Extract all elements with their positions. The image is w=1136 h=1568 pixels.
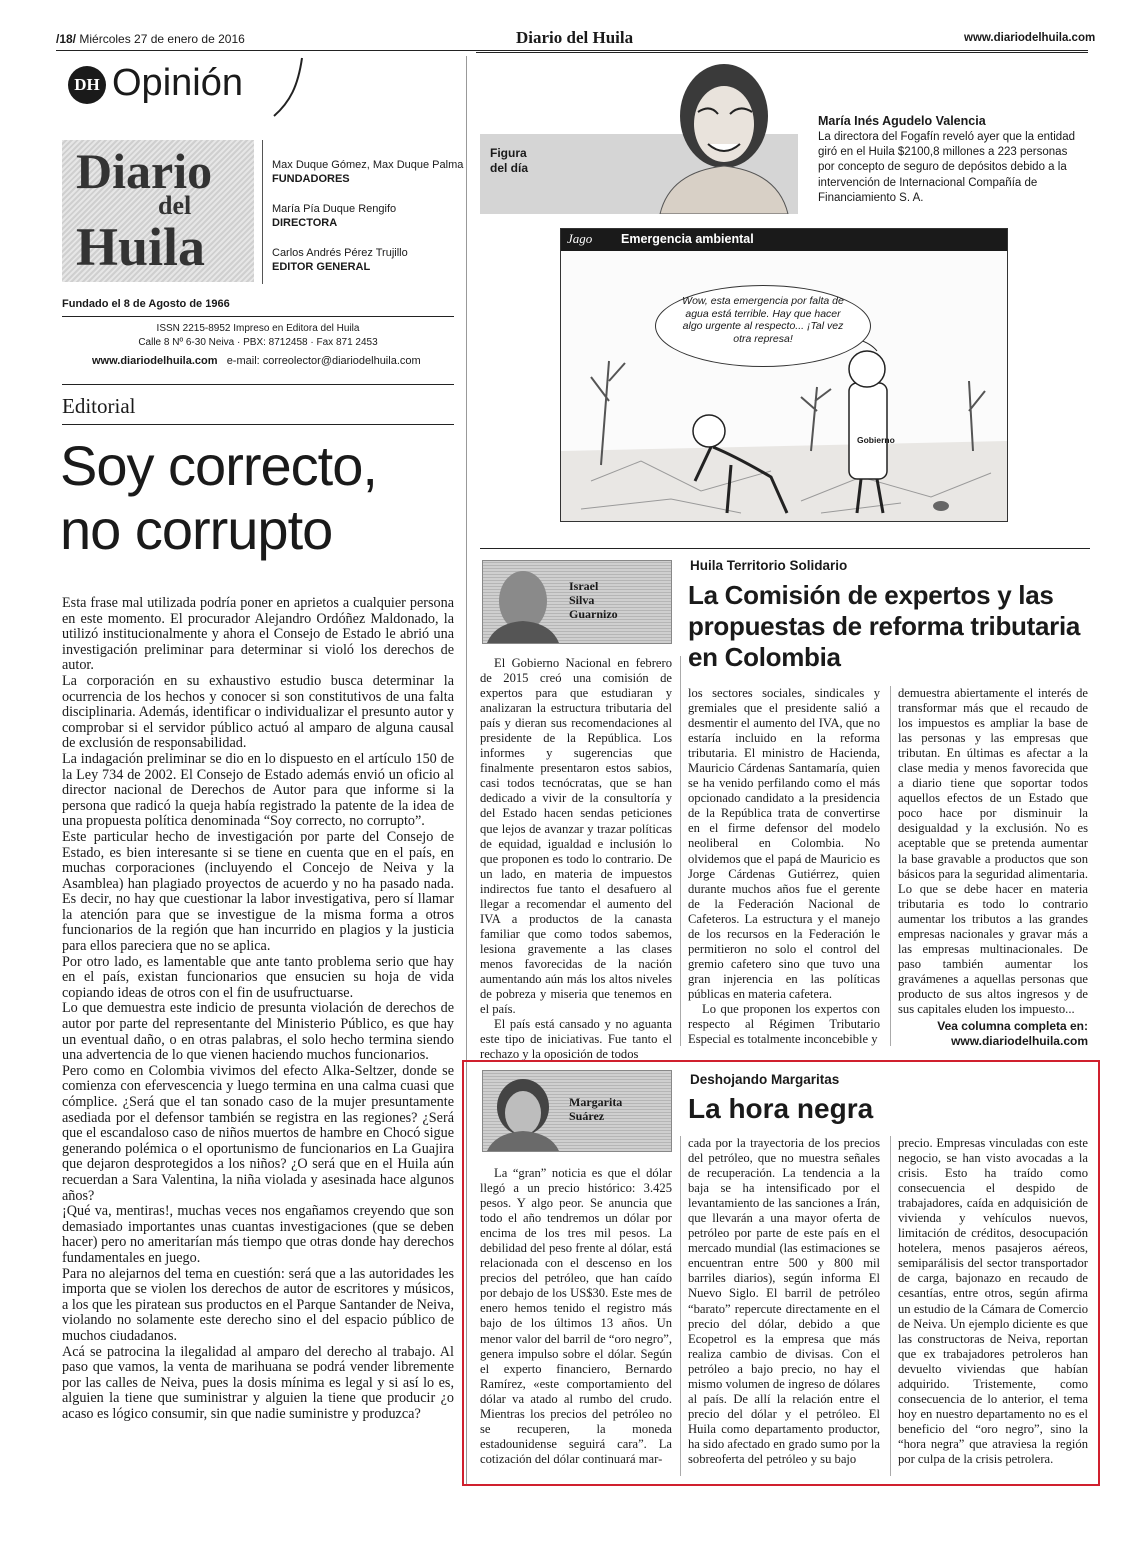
- column2-kicker: Deshojando Margaritas: [690, 1072, 840, 1087]
- editor-name: Carlos Andrés Pérez Trujillo: [272, 247, 408, 259]
- column2-col-b: cada por la trayectoria de los precios del petróleo, que no muestra señales de recuperación. La tendencia a la baja se ha intensificado por el levantamiento de las sanciones a Irán, que llevarán a una mayor oferta de petróleo por parte de este país en el mercado mundial (las estimaciones se encuentran entre 500 y 800 mil barriles diarios), según informa El Nuevo Siglo. El barril de petróleo “barato” repercute directamente en el precio del dólar, debido a que Ecopetrol es la empresa que más realiza cambio de divisas. Con el petróleo a bajo precio, no hay el mismo volumen de ingreso de dólares al país. De allí la relación entre el precio del dólar y el petróleo. El Huila como departamento productor, ha sido afectado en grado sumo por la sobreoferta del petróleo y su bajo: [688, 1136, 880, 1466]
- editorial-paragraph: Pero como en Colombia vivimos del efecto Alka-Seltzer, donde se comienza con efervescencia y luego termina en una calma cuasi que cómplice. ¿Será que el tan sonado caso de la mujer presuntamente asediada por el defensor también se registra en las regiones? ¿Será que el escandaloso caso de niños muertos de hambre en Chocó sigue generando polémica o el oportunismo de funcionarios en La Guajira que dejaron desprotegidos a los niños? ¿O será que en el Huila aún recuerdan a Sara Valentina, la niña violada y asesinada hace algunos años?: [62, 1062, 454, 1204]
- masthead-email[interactable]: e-mail: correolector@diariodelhuila.com: [226, 355, 421, 367]
- editorial-paragraph: Este particular hecho de investigación por parte del Consejo de Estado, es bien interesante si se tiene en cuenta que en el país, en muchas corporaciones (incluyendo el Concejo de Neiva y la Asamblea) han plagiado proyectos de acuerdo y no ha pasado nada. Es decir, no hay que cuestionar la labor investigativa, pero sí llamar la atención para que se investigue de la misma forma a otros funcionarios de la región que han incurrido en plagios y la justicia para ellos pareciera que no se aplica.: [62, 828, 454, 955]
- column1-see-more: Vea columna completa en: www.diariodelhuila.com: [937, 1019, 1088, 1049]
- author-portrait-icon: [483, 1071, 563, 1151]
- column1-col-c: demuestra abiertamente el interés de transformar más que el recaudo de los impuestos es ampliar la base de las personas y las empresas que tributan. En últimas es afectar a la clase media y menos favorecida que a diario tiene que soportar todos aquellos efectos de un Estado que poco hace por disminuir la desigualdad y la exclusión. No es aceptable que se pretenda aumentar la base gravable a productos que son básicos para la seguridad alimentaria. Lo que se debe hacer en materia tributaria es todo lo contrario aumentar los tributos a las grandes empresas nacionales y gravar más a las empresas multinacionales. De paso también aumentar los gravámenes a aquellas personas que producto de sus altos ingresos y de sus capitales eluden los impuesto... Vea columna completa en: www.diariodelhuila.com: [898, 686, 1088, 1049]
- editorial-paragraph: ¡Qué va, mentiras!, muchas veces nos engañamos creyendo que son demasiado importantes unas cuantas investigaciones (que se deben hacer) pero no ameritarían más tiempo que otras donde hay derechos fundamentales en juego.: [62, 1203, 454, 1266]
- editorial-paragraph: Acá se patrocina la ilegalidad al amparo del derecho al trabajo. Al paso que vamos, la venta de marihuana se podrá vender libremente por las calles de Neiva, pues la dosis mínima es legal y si así lo es, alguien la tiene que suministrar y alguien la tiene que producir ¿o acaso es lógico consumir, sin que nadie suministre y produzca?: [62, 1343, 454, 1422]
- masthead-staff: [272, 158, 472, 274]
- column2-headline: La hora negra: [688, 1093, 874, 1124]
- section-badge: DH: [68, 66, 106, 104]
- paper-name: Diario del Huila: [516, 28, 634, 47]
- editorial-paragraph: Por otro lado, es lamentable que ante tanto problema serio que hay en el país, existan funcionarios que ensucien su hoja de vida copiando ideas de otros con el fin de usufructuarse.: [62, 953, 454, 1001]
- column1-col-a: El Gobierno Nacional en febrero de 2015 creó una comisión de expertos para que estudiaran y analizaran la estructura tributaria del país y dieran sus recomendaciones al presidente de la República. Los informes y sugerencias que finalmente presentaron estos sabios, casi todos tecnócratas, que se han dedicado a vivir de la consultoría y del Estado hacen sendas peticiones que lejos de avanzar y trazar políticas de equidad, igualdad e inclusión lo que proponen es todo lo contrario. De un lado, en materia de impuestos indirectos fue tanto el desafuero al llegar a recomendar el aumento del IVA a productos de la canasta familiar que como todos sabemos, lesiona gravemente a las clases menos favorecidas de la nación aumentando aún más los altos niveles de pobreza y miseria que tenemos en el país. El país está cansado y no aguanta este tipo de iniciativas. Fue tanto el rechazo y la oposición de todos: [480, 656, 672, 1062]
- cartoon-author: Jago: [567, 231, 593, 246]
- column1-author-photo: [482, 560, 672, 644]
- director-name: María Pía Duque Rengifo: [272, 203, 397, 215]
- editorial-body: [62, 596, 454, 1422]
- section-title: Opinión: [112, 62, 243, 104]
- page-number-date: [56, 32, 245, 46]
- column2-author: Margarita Suárez: [569, 1095, 623, 1123]
- founded-date: Fundado el 8 de Agosto de 1966: [62, 298, 230, 310]
- column1-col-b: los sectores sociales, sindicales y gremiales que el presidente salió a desmentir el aumento del IVA, que no estaría incluido en la reforma tributaria. El ministro de Hacienda, Mauricio Cárdenas Santamaría, quien se ha venido perfilando como el más opcionado candidato a la presidencia de la República trata de convertirse en el firme defensor del modelo neoliberal en Colombia. No olvidemos que el papá de Mauricio es Jorge Cárdenas Gutiérrez, quien durante muchos años fue el gerente de la Federación Nacional de Cafeteros. La estructura y el manejo de los recursos en la Federación le permitieron no solo el control del gremio cafetero sino que tuvo una gran injerencia en las políticas públicas en materia cafetera. Lo que proponen los expertos con respecto al Régimen Tributario Especial es totalmente inconcebible y: [688, 686, 880, 1047]
- editorial-paragraph: La corporación en su exhaustivo estudio busca determinar la ocurrencia de los hechos y conocer si son constitutivos de una falta disciplinaria. Además, identificar o individualizar el presunto autor y comprobar si el servidor público actuó al amparo de alguna causal de exclusión de responsabilidad.: [62, 672, 454, 752]
- cartoon-title: Emergencia ambiental: [621, 232, 754, 246]
- column1-headline: La Comisión de expertos y las propuestas de reforma tributaria en Colombia: [688, 580, 1081, 672]
- editorial-paragraph: La indagación preliminar se dio en lo dispuesto en el artículo 150 de la Ley 734 de 2002. El Consejo de Estado además envió un oficio al director nacional de Derechos de Autor para que informe si la persona que radicó la queja había registrado la patente de la idea de una propuesta política denominada “Soy correcto, no corrupto”.: [62, 750, 454, 830]
- cartoon-speech: Wow, esta emergencia por falta de agua está terrible. Hay que hacer algo urgente al respecto... ¡Tal vez otra represa!: [682, 295, 844, 345]
- masthead-issn: ISSN 2215-8952 Impreso en Editora del Huila: [156, 323, 360, 334]
- founders-label: FUNDADORES: [272, 173, 350, 185]
- editorial-label: Editorial: [62, 394, 136, 418]
- editorial-headline: Soy correcto, no corrupto: [60, 434, 377, 561]
- figura-portrait-icon: [640, 54, 808, 214]
- page-number: /18/: [56, 32, 77, 46]
- masthead-address: Calle 8 Nº 6-30 Neiva · PBX: 8712458 · Fax 871 2453: [138, 337, 378, 348]
- director-label: DIRECTORA: [272, 217, 338, 229]
- founders-names: Max Duque Gómez, Max Duque Palma: [272, 159, 464, 171]
- cartoon-tag: Gobierno: [857, 435, 895, 445]
- column2-author-photo: [482, 1070, 672, 1152]
- editor-label: EDITOR GENERAL: [272, 261, 371, 273]
- section-swoosh-icon: [272, 56, 308, 118]
- header-website[interactable]: www.diariodelhuila.com: [964, 32, 1096, 44]
- editorial-paragraph: Para no alejarnos del tema en cuestión: será que a las autoridades les importa que se violen los derechos de autor de escritores y músicos, a los que les piratean sus productos en el Parque Santander de Neiva, violando no solamente este derecho sino el del espacio público de muchos ciudadanos.: [62, 1265, 455, 1344]
- figura-text: La directora del Fogafín reveló ayer que la entidad giró en el Huila $2100,8 millones a 223 personas por concepto de seguro de depósitos debido a la intervención de Internacional Compañía de Financiamiento S. A.: [818, 131, 1075, 204]
- column2-col-c: precio. Empresas vinculadas con este negocio, se han visto avocadas a la crisis. Esto ha traído como consecuencia el despido de trabajadores, caída en adquisición de vivienda y vehículos nuevos, limitación de créditos, desocupación hotelera, menos pasajeros aéreos, semiparálisis del sector transportador de carga, bajonazo en recaudo de cesantías, entre otros, según afirma un estudio de la Cámara de Comercio de Neiva. Un ejemplo diciente es que las constructoras de Neiva, reportan que ex trabajadores petroleros han devuelto viviendas que habían adquirido. Tristemente, como consecuencia de lo anterior, el tema hoy en nuestro departamento no es el beneficio del “oro negro”, sino la “hora negra” que atraviesa la región por culpa de la crisis petrolera.: [898, 1136, 1088, 1466]
- editorial-paragraph: Esta frase mal utilizada podría poner en aprietos a cualquier persona en este momento. El procurador Alejandro Ordóñez Maldonado, la utilizó institucionalmente y ahora el Consejo de Estado le abrió una investigación preliminar para determinar si violó los derechos de autor.: [62, 595, 454, 674]
- editorial-paragraph: Lo que demuestra este indicio de presunta violación de derechos de autor por parte del representante del Ministerio Público, es que hay un eventual daño, o en otras palabras, el solo hecho termina siendo una advertencia de lo que vienen haciendo muchos funcionarios.: [62, 1000, 454, 1064]
- column2-col-a: La “gran” noticia es que el dólar llegó a un precio histórico: 3.425 pesos. Y algo peor. Se anuncia que todo el año tendremos un dólar por encima de los tres mil pesos. La debilidad del peso frente al dólar, está relacionada con el descenso en los precios del petróleo, que han caído por debajo de los US$30. Este mes de enero hemos tenido el registro más bajo de los últimos 13 años. Un menor valor del barril de “oro negro”, genera impulso sobre el dólar. Según el experto financiero, Bernardo Ramírez, «este comportamiento del dólar va atado al rumbo del crudo. Mientras los precios del petróleo no se recuperen, la moneda estadounidense seguirá cara”. La cotización del dólar continuará mar-: [480, 1166, 672, 1466]
- masthead-logo: Diario del Huila: [62, 140, 254, 282]
- column1-author: Israel Silva Guarnizo: [569, 579, 618, 621]
- masthead-contact: [92, 355, 421, 367]
- masthead-web[interactable]: www.diariodelhuila.com: [92, 355, 218, 367]
- issue-date: Miércoles 27 de enero de 2016: [79, 32, 245, 46]
- figura-name: María Inés Agudelo Valencia: [818, 114, 986, 128]
- cartoon-frame: [560, 228, 1008, 522]
- column1-kicker: Huila Territorio Solidario: [690, 558, 848, 573]
- figura-label: Figura del día: [490, 146, 529, 175]
- author-portrait-icon: [483, 561, 563, 643]
